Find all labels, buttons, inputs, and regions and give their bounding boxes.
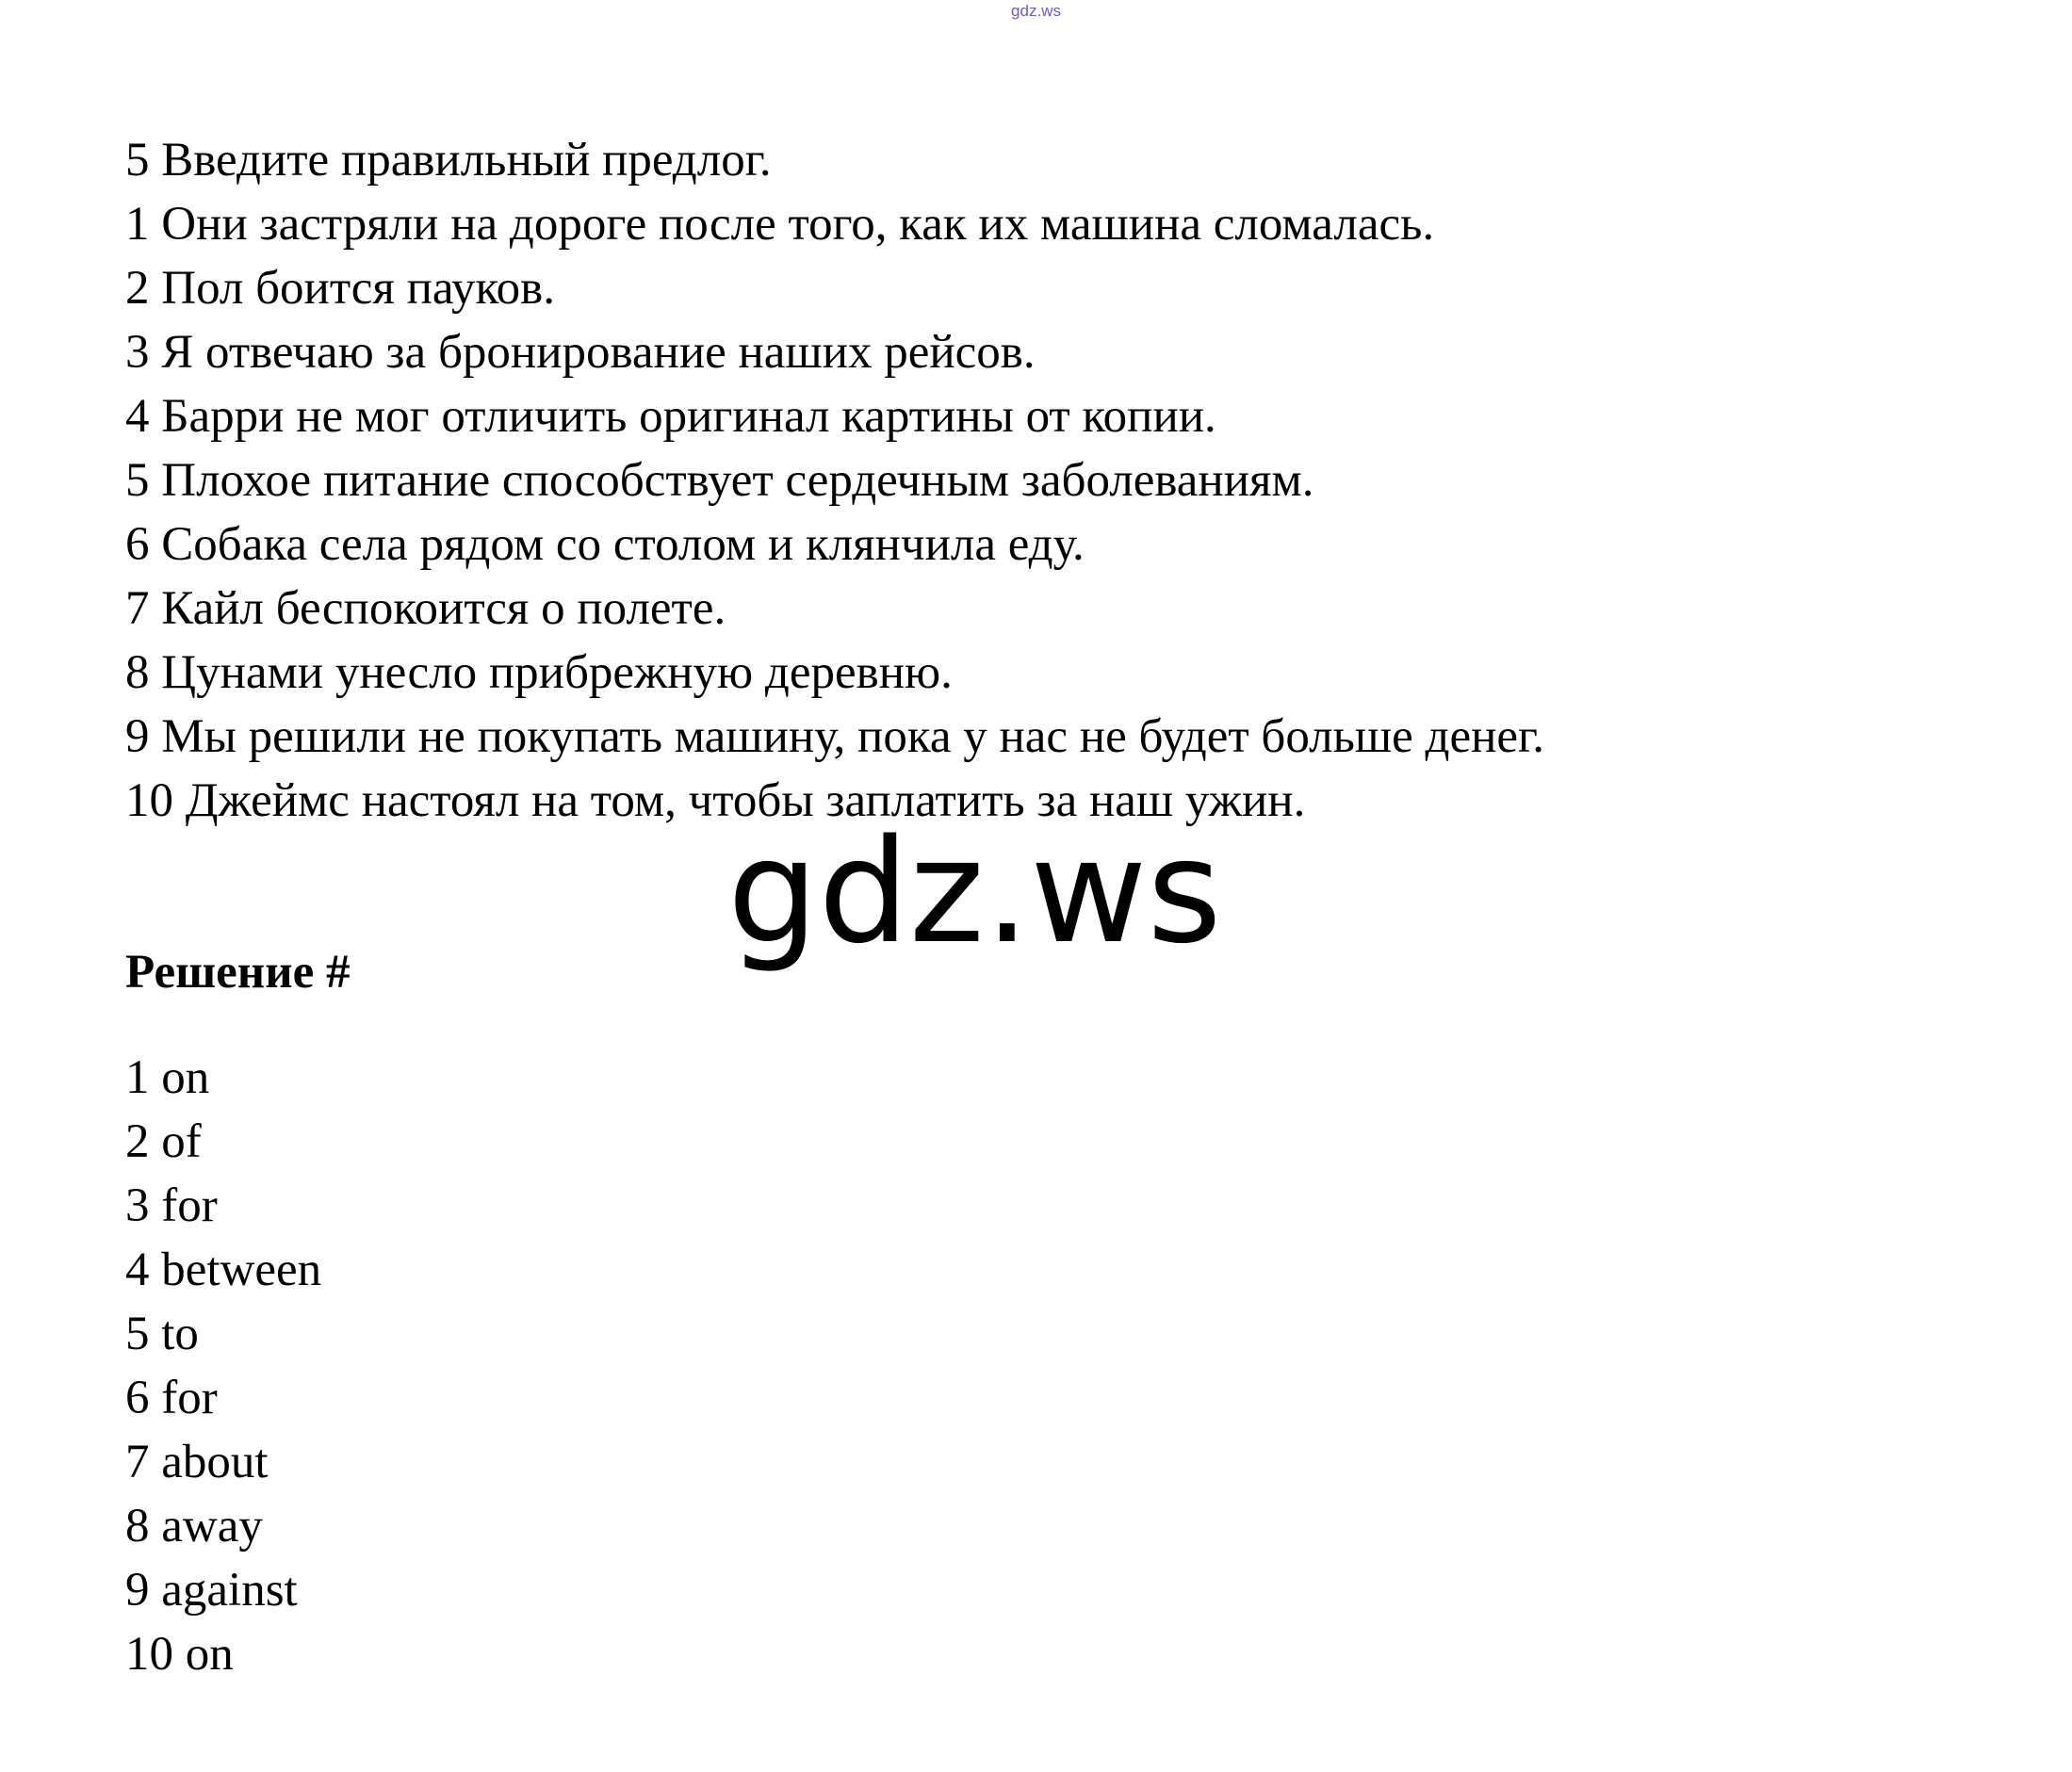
task-sentence: 10 Джеймс настоял на том, чтобы заплатить за наш ужин. [125, 774, 1306, 827]
answer-item: 7 about [125, 1436, 269, 1488]
answer-item: 3 for [125, 1179, 218, 1232]
task-sentence: 8 Цунами унесло прибрежную деревню. [125, 646, 953, 699]
task-instruction: 5 Введите правильный предлог. [125, 134, 772, 187]
task-sentence: 1 Они застряли на дороге после того, как их машина сломалась. [125, 198, 1435, 251]
task-sentence: 2 Пол боится пауков. [125, 262, 555, 315]
answer-item: 6 for [125, 1372, 218, 1424]
site-link-top[interactable]: gdz.ws [1011, 2, 1061, 20]
answer-item: 9 against [125, 1564, 298, 1617]
task-sentence: 6 Собака села рядом со столом и клянчила еду. [125, 518, 1085, 571]
task-sentence: 5 Плохое питание способствует сердечным заболеваниям. [125, 454, 1314, 507]
answer-item: 5 to [125, 1308, 199, 1360]
answer-item: 8 away [125, 1500, 263, 1553]
task-sentence: 3 Я отвечаю за бронирование наших рейсов. [125, 326, 1036, 379]
task-sentence: 7 Кайл беспокоится о полете. [125, 582, 726, 635]
solution-heading: Решение # [125, 946, 351, 999]
task-sentence: 9 Мы решили не покупать машину, пока у нас не будет больше денег. [125, 710, 1544, 763]
watermark-logo: gdz.ws [727, 808, 1222, 975]
task-sentence: 4 Барри не мог отличить оригинал картины от копии. [125, 390, 1216, 443]
answers-list [125, 1046, 321, 1686]
answer-item: 4 between [125, 1244, 322, 1296]
answer-item: 2 of [125, 1115, 202, 1168]
answer-item: 10 on [125, 1628, 234, 1681]
task-block [125, 128, 1991, 833]
answer-item: 1 on [125, 1051, 210, 1104]
